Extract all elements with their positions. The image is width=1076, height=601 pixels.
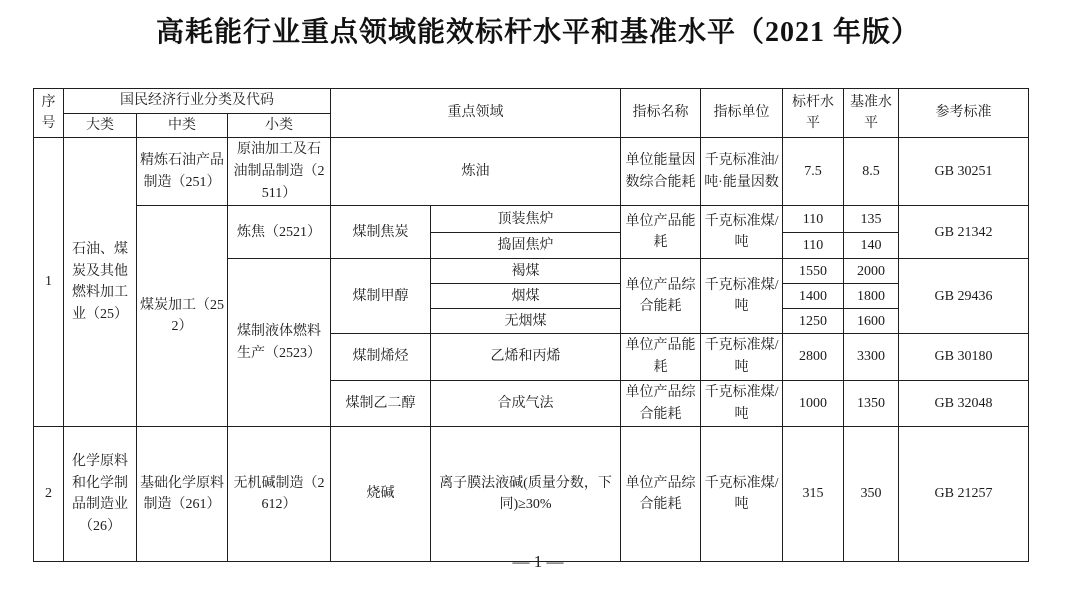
cell-glycol-baseline: 1350 [844,380,899,426]
cell-group1-no: 1 [34,138,64,427]
cell-methanol-area1: 煤制甲醇 [331,259,431,334]
cell-coke-stamp-baseline: 140 [844,233,899,259]
cell-coke-stamp-area2: 捣固焦炉 [431,233,621,259]
cell-methanol-indicator: 单位产品综合能耗 [621,259,701,334]
col-header-major-class: 大类 [64,113,137,138]
col-header-key-area: 重点领域 [331,89,621,138]
cell-coke-standard: GB 21342 [899,206,1029,259]
document-title: 高耗能行业重点领域能效标杆水平和基准水平（2021 年版） [155,17,920,48]
cell-refining-middle: 精炼石油产品制造（251） [137,138,228,206]
cell-olefin-area1: 煤制烯烃 [331,334,431,380]
cell-methanol-lignite-baseline: 2000 [844,259,899,284]
cell-caustic-benchmark: 315 [783,427,844,562]
col-header-no: 序号 [34,89,64,138]
benchmark-table [33,88,1029,562]
table-row [34,206,1029,233]
cell-refining-area: 炼油 [331,138,621,206]
cell-methanol-anthracite-benchmark: 1250 [783,309,844,334]
col-header-indicator-unit: 指标单位 [701,89,783,138]
cell-glycol-standard: GB 32048 [899,380,1029,426]
col-header-middle-class: 中类 [137,113,228,138]
cell-coke-unit: 千克标准煤/吨 [701,206,783,259]
cell-olefin-baseline: 3300 [844,334,899,380]
cell-caustic-no: 2 [34,427,64,562]
table-row [34,138,1029,206]
cell-methanol-unit: 千克标准煤/吨 [701,259,783,334]
cell-olefin-standard: GB 30180 [899,334,1029,380]
cell-coking-small: 炼焦（2521） [228,206,331,259]
cell-methanol-anthracite-area2: 无烟煤 [431,309,621,334]
cell-glycol-indicator: 单位产品综合能耗 [621,380,701,426]
cell-glycol-area2: 合成气法 [431,380,621,426]
cell-caustic-major: 化学原料和化学制品制造业（26） [64,427,137,562]
cell-methanol-bituminous-benchmark: 1400 [783,284,844,309]
cell-glycol-benchmark: 1000 [783,380,844,426]
cell-glycol-area1: 煤制乙二醇 [331,380,431,426]
cell-coal-processing-middle: 煤炭加工（252） [137,206,228,427]
cell-methanol-lignite-area2: 褐煤 [431,259,621,284]
cell-glycol-unit: 千克标准煤/吨 [701,380,783,426]
cell-refining-standard: GB 30251 [899,138,1029,206]
cell-caustic-indicator: 单位产品综合能耗 [621,427,701,562]
cell-coke-top-area2: 顶装焦炉 [431,206,621,233]
cell-methanol-bituminous-baseline: 1800 [844,284,899,309]
cell-caustic-unit: 千克标准煤/吨 [701,427,783,562]
cell-caustic-area1: 烧碱 [331,427,431,562]
cell-refining-small: 原油加工及石油制品制造（2511） [228,138,331,206]
cell-olefin-benchmark: 2800 [783,334,844,380]
page-number: — 1 — [512,552,564,571]
cell-olefin-area2: 乙烯和丙烯 [431,334,621,380]
cell-coke-indicator: 单位产品能耗 [621,206,701,259]
cell-caustic-baseline: 350 [844,427,899,562]
cell-group1-major: 石油、煤炭及其他燃料加工业（25） [64,138,137,427]
col-header-small-class: 小类 [228,113,331,138]
cell-coke-area1: 煤制焦炭 [331,206,431,259]
cell-methanol-standard: GB 29436 [899,259,1029,334]
cell-methanol-bituminous-area2: 烟煤 [431,284,621,309]
cell-caustic-standard: GB 21257 [899,427,1029,562]
col-header-reference-standard: 参考标准 [899,89,1029,138]
cell-methanol-anthracite-baseline: 1600 [844,309,899,334]
cell-refining-benchmark: 7.5 [783,138,844,206]
cell-coke-stamp-benchmark: 110 [783,233,844,259]
col-header-benchmark-level: 标杆水平 [783,89,844,138]
col-header-indicator-name: 指标名称 [621,89,701,138]
cell-methanol-lignite-benchmark: 1550 [783,259,844,284]
cell-coal-liquid-small: 煤制液体燃料生产（2523） [228,259,331,427]
col-header-baseline-level: 基准水平 [844,89,899,138]
cell-caustic-small: 无机碱制造（2612） [228,427,331,562]
table-row [34,427,1029,562]
cell-olefin-unit: 千克标准煤/吨 [701,334,783,380]
cell-refining-unit: 千克标准油/吨·能量因数 [701,138,783,206]
cell-coke-top-benchmark: 110 [783,206,844,233]
cell-refining-indicator: 单位能量因数综合能耗 [621,138,701,206]
cell-caustic-area2: 离子膜法液碱(质量分数，下同)≥30% [431,427,621,562]
cell-olefin-indicator: 单位产品能耗 [621,334,701,380]
cell-coke-top-baseline: 135 [844,206,899,233]
cell-caustic-middle: 基础化学原料制造（261） [137,427,228,562]
col-header-industry-classification: 国民经济行业分类及代码 [64,89,331,114]
cell-refining-baseline: 8.5 [844,138,899,206]
